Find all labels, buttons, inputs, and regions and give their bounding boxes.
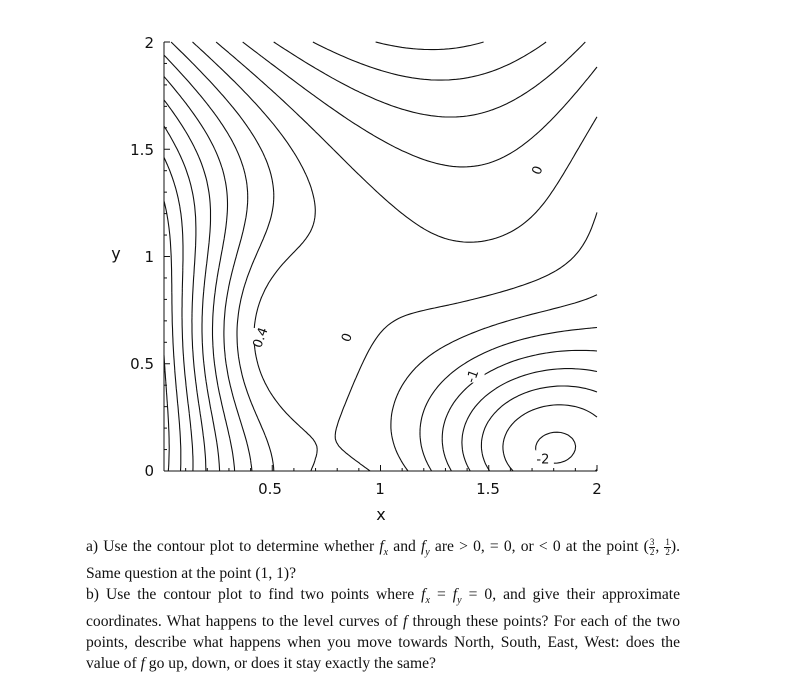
- contour-label: 0: [339, 331, 357, 345]
- problem-text: [86, 536, 680, 674]
- y-axis-label: y: [111, 244, 121, 263]
- contour-line: [164, 55, 597, 471]
- part-a-label: a): [86, 538, 99, 555]
- axis-ticks: [164, 42, 597, 471]
- part-a: a) Use the contour plot to determine whether $f_x$ and $f_y$ are > 0, = 0, or < 0 at the point ( $\frac{3}{2}$ , $\frac{1}{2}$ ). Same question at the point (1, 1)?: [86, 536, 680, 583]
- contour-line: [243, 42, 597, 167]
- y-tick-label: 1.5: [130, 141, 154, 159]
- contour-line: [216, 42, 597, 242]
- contour-label: -2: [536, 452, 550, 468]
- contour-label: -1: [463, 367, 483, 386]
- contour-label: 0: [529, 164, 547, 177]
- y-tick-label: 0: [144, 462, 154, 480]
- y-tick-label: 2: [144, 34, 154, 52]
- contour-label: 0.4: [250, 325, 272, 351]
- contour-line: [164, 126, 597, 471]
- contour-line: [164, 355, 169, 471]
- contour-line: [313, 42, 546, 80]
- x-tick-label: 2: [592, 480, 602, 498]
- part-b: b) Use the contour plot to find two points where $f_x = f_y = 0$, and give their approximate coordinates. What happens to the level curves of f through these points? For each of the two points, describe what happens when you move towards North, South, East, West: does the value of f go up, down, or does it stay exactly the same?: [86, 586, 681, 673]
- x-tick-label: 1: [375, 480, 385, 498]
- contour-line: [164, 201, 576, 471]
- x-axis-label: x: [376, 505, 386, 520]
- x-tick-label: 0.5: [258, 480, 282, 498]
- y-tick-label: 1: [144, 248, 154, 266]
- part-b-label: b): [86, 586, 99, 604]
- y-tick-label: 0.5: [130, 355, 154, 373]
- contour-lines: [164, 42, 597, 471]
- contour-line: [376, 42, 484, 50]
- x-tick-label: 1.5: [476, 480, 500, 498]
- contour-line: [171, 42, 597, 471]
